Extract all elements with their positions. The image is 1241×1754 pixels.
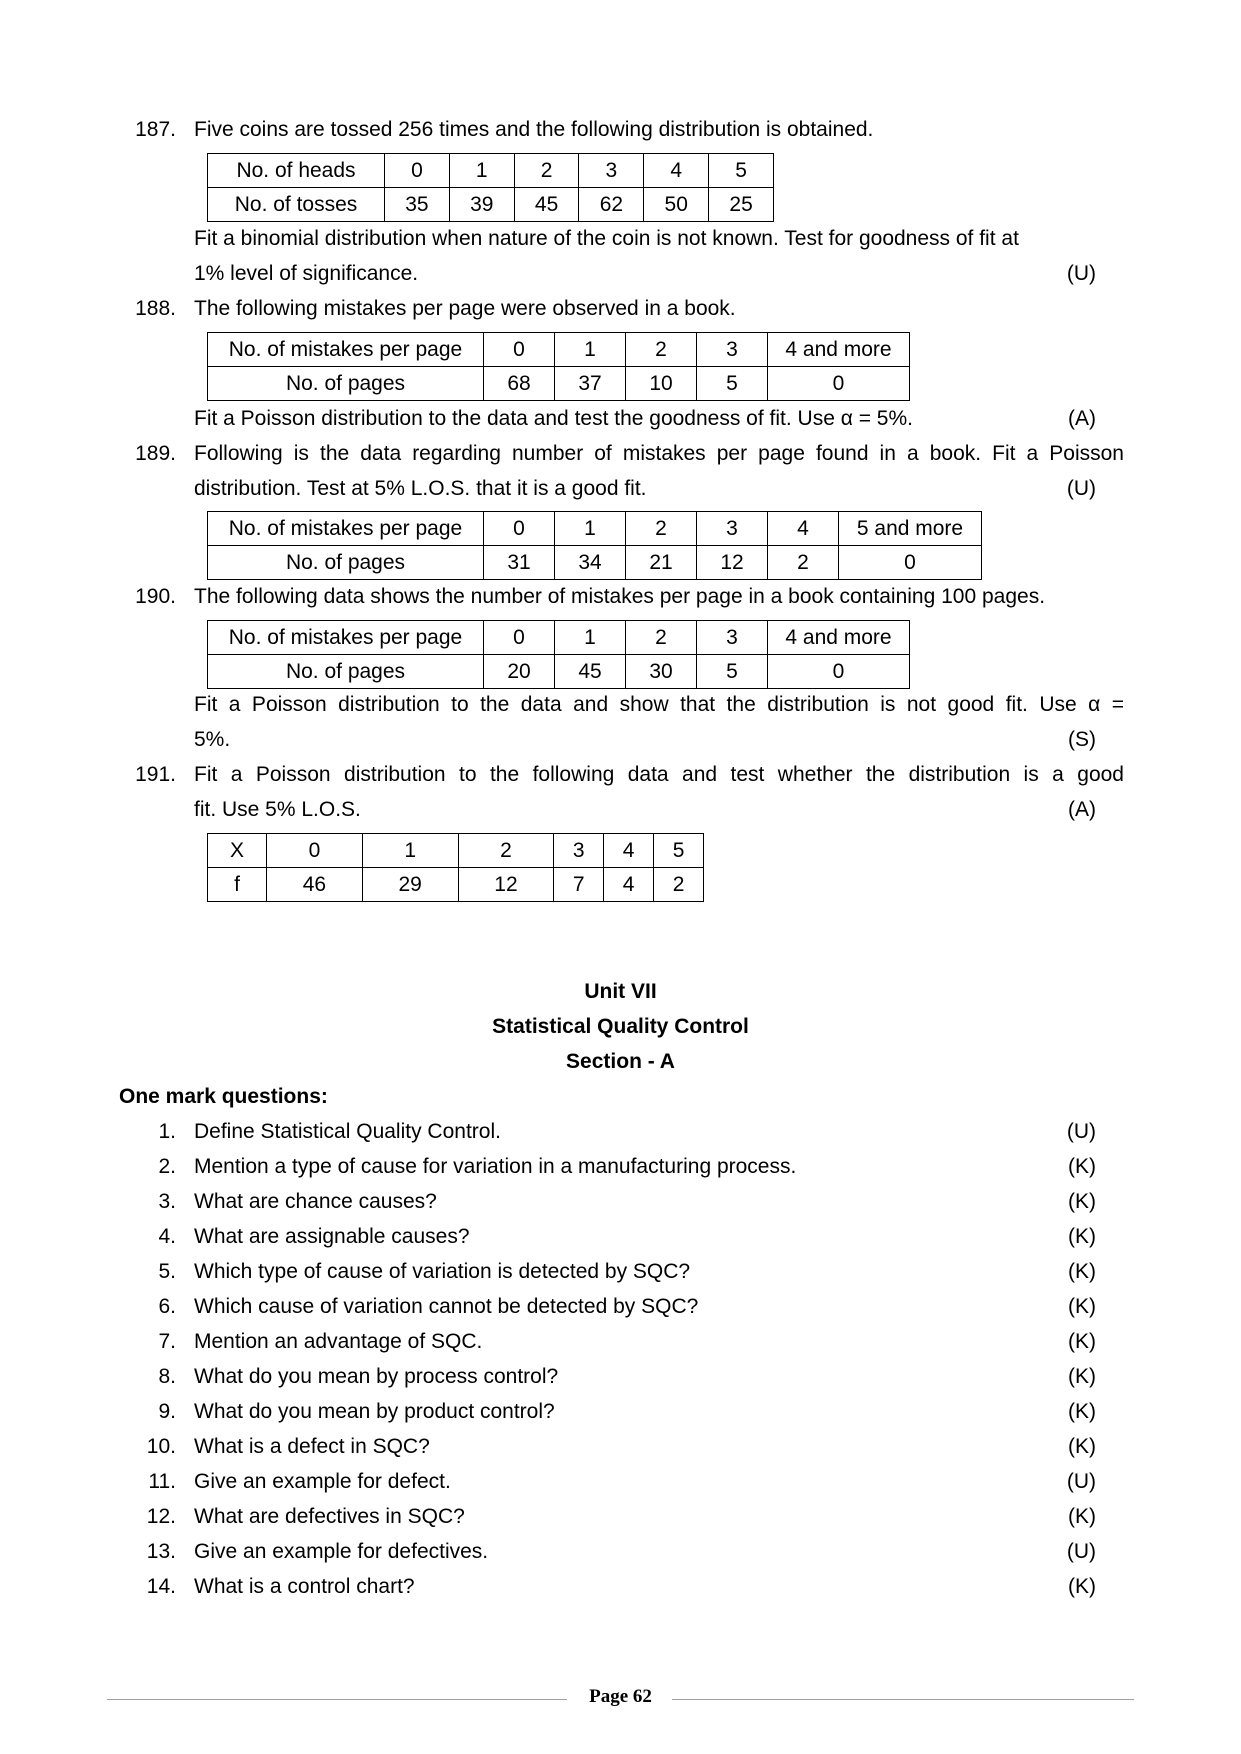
table-cell: 7 (554, 868, 604, 902)
difficulty-tag: (K) (1068, 1505, 1096, 1528)
subheading: One mark questions: (119, 1085, 328, 1108)
difficulty-tag: (K) (1068, 1330, 1096, 1353)
question-text: Which type of cause of variation is detected by SQC? (194, 1260, 691, 1283)
question-number: 13. (146, 1540, 176, 1563)
question-text: Five coins are tossed 256 times and the following distribution is obtained. (194, 118, 874, 141)
difficulty-tag: (K) (1068, 1155, 1096, 1178)
table-cell: No. of pages (208, 546, 484, 580)
question-text: Give an example for defect. (194, 1470, 451, 1493)
table-cell: No. of mistakes per page (208, 512, 484, 546)
question-text: What do you mean by process control? (194, 1365, 559, 1388)
table-cell: 2 (768, 546, 839, 580)
question-text: Define Statistical Quality Control. (194, 1120, 501, 1143)
table-cell: 0 (768, 367, 910, 401)
table-cell: f (208, 868, 267, 902)
table-cell: 2 (514, 154, 579, 188)
heads-table (207, 153, 774, 222)
table-cell: 29 (362, 868, 458, 902)
unit-title: Unit VII (584, 980, 657, 1003)
table-cell: 0 (484, 621, 555, 655)
question-text: Fit a Poisson distribution to the data and show that the distribution is not good fit. Use α = (194, 693, 1124, 716)
question-text: What are chance causes? (194, 1190, 437, 1213)
question-text: Fit a Poisson distribution to the following data and test whether the distribution is a good (194, 763, 1124, 786)
difficulty-tag: (K) (1068, 1260, 1096, 1283)
question-text: The following data shows the number of mistakes per page in a book containing 100 pages. (194, 585, 1046, 608)
question-number: 5. (158, 1260, 176, 1283)
question-text: Which cause of variation cannot be detected by SQC? (194, 1295, 699, 1318)
difficulty-tag: (U) (1066, 1540, 1096, 1563)
table-cell: 0 (385, 154, 450, 188)
question-text: The following mistakes per page were observed in a book. (194, 297, 736, 320)
table-cell: 4 (644, 154, 709, 188)
table-row (208, 834, 704, 868)
table-cell: 4 and more (768, 333, 910, 367)
table-cell: 0 (484, 512, 555, 546)
question-number: 189. (135, 442, 176, 465)
difficulty-tag: (K) (1068, 1400, 1096, 1423)
table-cell: No. of tosses (208, 188, 385, 222)
question-text: What is a control chart? (194, 1575, 415, 1598)
section-title: Section - A (566, 1050, 675, 1073)
table-cell: 5 and more (839, 512, 982, 546)
table-cell: 30 (626, 655, 697, 689)
frequency-table (207, 833, 704, 902)
table-cell: 25 (709, 188, 774, 222)
question-text: Give an example for defectives. (194, 1540, 489, 1563)
table-cell: 0 (768, 655, 910, 689)
question-number: 187. (135, 118, 176, 141)
table-row (208, 868, 704, 902)
difficulty-tag: (K) (1068, 1190, 1096, 1213)
table-cell: 1 (555, 333, 626, 367)
table-cell: No. of pages (208, 655, 484, 689)
question-text: Fit a Poisson distribution to the data and test the goodness of fit. Use α = 5%. (194, 407, 913, 430)
question-number: 188. (135, 297, 176, 320)
question-number: 8. (158, 1365, 176, 1388)
question-number: 191. (135, 763, 176, 786)
question-text: distribution. Test at 5% L.O.S. that it is a good fit. (194, 477, 647, 500)
table-cell: 1 (449, 154, 514, 188)
question-number: 3. (158, 1190, 176, 1213)
table-cell: 2 (626, 621, 697, 655)
table-cell: 1 (555, 621, 626, 655)
table-cell: 4 (604, 834, 654, 868)
table-row (208, 333, 910, 367)
question-number: 9. (158, 1400, 176, 1423)
unit-subject: Statistical Quality Control (492, 1015, 749, 1038)
mistakes-table (207, 620, 910, 689)
table-cell: 0 (484, 333, 555, 367)
table-cell: 0 (267, 834, 363, 868)
difficulty-tag: (U) (1066, 262, 1096, 285)
table-cell: No. of mistakes per page (208, 621, 484, 655)
table-cell: 5 (697, 367, 768, 401)
table-cell: 21 (626, 546, 697, 580)
table-row (208, 154, 774, 188)
table-row (208, 367, 910, 401)
difficulty-tag: (A) (1068, 407, 1096, 430)
difficulty-tag: (A) (1068, 798, 1096, 821)
table-cell: 1 (362, 834, 458, 868)
table-cell: 4 (768, 512, 839, 546)
difficulty-tag: (K) (1068, 1295, 1096, 1318)
table-cell: No. of heads (208, 154, 385, 188)
difficulty-tag: (S) (1068, 728, 1096, 751)
table-cell: 4 (604, 868, 654, 902)
table-cell: 5 (697, 655, 768, 689)
table-cell: 3 (697, 512, 768, 546)
question-number: 10. (146, 1435, 176, 1458)
difficulty-tag: (U) (1066, 1470, 1096, 1493)
table-cell: 68 (484, 367, 555, 401)
question-number: 7. (158, 1330, 176, 1353)
table-cell: X (208, 834, 267, 868)
mistakes-table (207, 332, 910, 401)
table-cell: 3 (579, 154, 644, 188)
question-number: 2. (158, 1155, 176, 1178)
table-cell: 45 (514, 188, 579, 222)
question-number: 4. (158, 1225, 176, 1248)
question-text: Mention an advantage of SQC. (194, 1330, 483, 1353)
question-number: 14. (146, 1575, 176, 1598)
table-cell: 50 (644, 188, 709, 222)
question-text: fit. Use 5% L.O.S. (194, 798, 361, 821)
table-cell: 12 (697, 546, 768, 580)
table-cell: 4 and more (768, 621, 910, 655)
table-cell: No. of pages (208, 367, 484, 401)
table-cell: 10 (626, 367, 697, 401)
table-cell: No. of mistakes per page (208, 333, 484, 367)
table-cell: 1 (555, 512, 626, 546)
question-number: 190. (135, 585, 176, 608)
question-text: Following is the data regarding number of mistakes per page found in a book. Fit a Poisson (194, 442, 1124, 465)
question-number: 11. (148, 1470, 176, 1493)
table-row (208, 655, 910, 689)
difficulty-tag: (U) (1066, 477, 1096, 500)
question-number: 12. (146, 1505, 176, 1528)
table-cell: 35 (385, 188, 450, 222)
table-cell: 2 (626, 512, 697, 546)
difficulty-tag: (K) (1068, 1575, 1096, 1598)
question-text: What are assignable causes? (194, 1225, 470, 1248)
table-cell: 5 (654, 834, 704, 868)
table-cell: 0 (839, 546, 982, 580)
table-row (208, 512, 982, 546)
table-cell: 5 (709, 154, 774, 188)
table-cell: 20 (484, 655, 555, 689)
question-text: 1% level of significance. (194, 262, 419, 285)
page-number: Page 62 (589, 1686, 652, 1707)
table-cell: 62 (579, 188, 644, 222)
table-cell: 3 (697, 621, 768, 655)
difficulty-tag: (K) (1068, 1225, 1096, 1248)
difficulty-tag: (K) (1068, 1365, 1096, 1388)
table-cell: 12 (458, 868, 554, 902)
question-number: 1. (158, 1120, 176, 1143)
table-cell: 34 (555, 546, 626, 580)
difficulty-tag: (K) (1068, 1435, 1096, 1458)
question-text: What is a defect in SQC? (194, 1435, 430, 1458)
question-text: What do you mean by product control? (194, 1400, 555, 1423)
table-cell: 45 (555, 655, 626, 689)
question-text: What are defectives in SQC? (194, 1505, 465, 1528)
table-cell: 2 (626, 333, 697, 367)
table-cell: 3 (697, 333, 768, 367)
table-cell: 3 (554, 834, 604, 868)
table-row (208, 546, 982, 580)
question-text: 5%. (194, 728, 231, 751)
mistakes-table (207, 511, 982, 580)
table-cell: 39 (449, 188, 514, 222)
question-text: Fit a binomial distribution when nature of the coin is not known. Test for goodness of fit at (194, 227, 1019, 250)
table-cell: 37 (555, 367, 626, 401)
difficulty-tag: (U) (1066, 1120, 1096, 1143)
table-cell: 46 (267, 868, 363, 902)
question-number: 6. (158, 1295, 176, 1318)
table-cell: 2 (458, 834, 554, 868)
table-row (208, 621, 910, 655)
table-cell: 2 (654, 868, 704, 902)
table-cell: 31 (484, 546, 555, 580)
table-row (208, 188, 774, 222)
question-text: Mention a type of cause for variation in a manufacturing process. (194, 1155, 797, 1178)
